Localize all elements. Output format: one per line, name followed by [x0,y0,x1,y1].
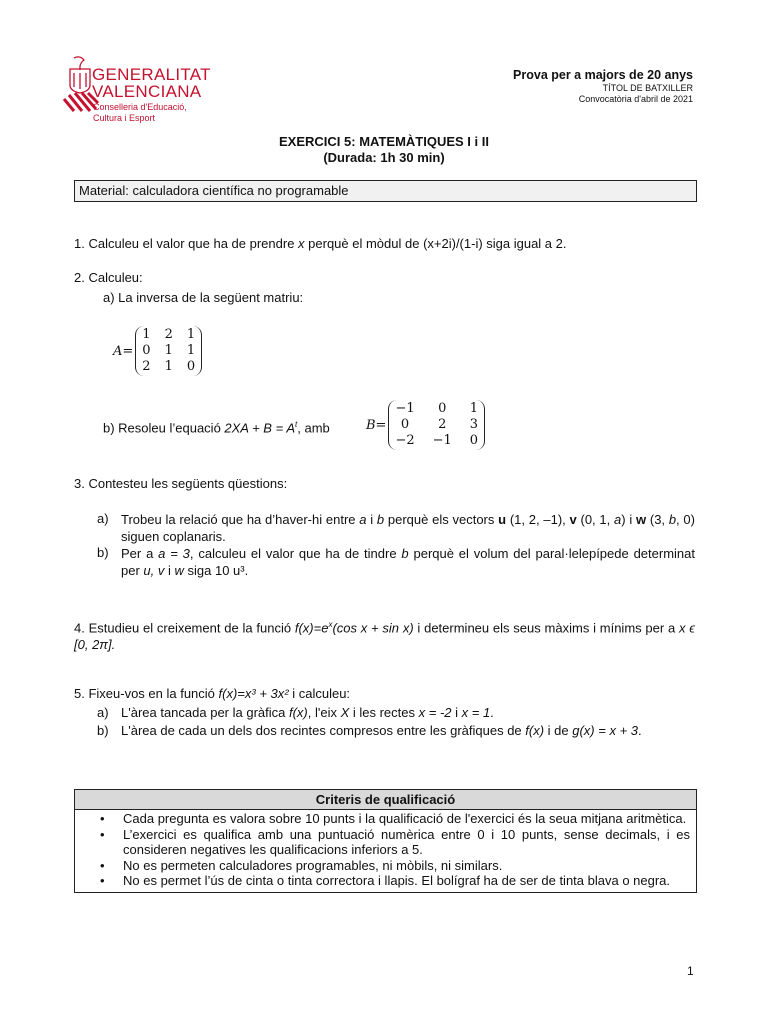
question-3a [121,511,695,545]
matrix-b [366,400,485,450]
page-number: 1 [687,964,694,978]
q2b-text2: , amb [297,420,330,436]
matrix-cell: 0 [400,417,410,432]
matrix-cell: 2 [438,417,447,432]
q3b-t4: i [164,563,175,578]
exam-call: Convocatòria d'abril de 2021 [578,94,693,104]
criteria-item [100,811,690,827]
logo-line1: GENERALITAT [92,65,211,84]
q5b-t3: . [638,723,642,738]
q5a-X: X [340,705,350,720]
grading-criteria-box [74,789,697,893]
q4-func2: (cos x + sin x) [332,620,414,636]
bullet-icon: • [100,826,105,842]
q5a-letter: a) [97,705,109,720]
logo-line2: VALENCIANA [92,82,202,101]
matrix-cell: −1 [432,433,452,448]
matrix-cell: 1 [142,327,151,342]
q5a-r1: x = -2 [418,705,452,720]
logo-sub1: Conselleria d'Educació, [93,102,187,112]
q3a-vec-w: w [636,512,647,527]
q5a-f: f(x) [288,705,308,720]
bullet-icon: • [100,857,105,873]
question-4 [74,616,695,653]
criteria-text: No es permeten calculadores programables, ni mòbils, ni similars. [123,857,503,873]
exam-name: Prova per a majors de 20 anys [513,68,693,82]
matrix-cell: 2 [142,359,151,374]
bullet-icon: • [100,873,105,888]
q5a-t3: i les rectes [349,705,419,720]
q5b-f: f(x) [525,723,545,738]
q4-t2: i determineu els seus màxims i mínims per a [413,620,679,636]
q1-text: 1. Calculeu el valor que ha de prendre [74,236,299,251]
matrix-a-body [135,326,202,376]
q3b-var-b: b [401,546,409,561]
q3b-t1: Per a [121,546,159,561]
question-3-intro: 3. Contesteu les següents qüestions: [74,476,288,491]
q3a-t2: i [366,512,377,527]
question-1 [74,236,567,251]
criteria-item [100,826,690,858]
q5-t2: i calculeu: [288,686,351,701]
q3a-vec-v: v [569,512,577,527]
grading-criteria-list [75,810,696,892]
matrix-cell: 0 [469,433,479,448]
q2b-text: b) Resoleu l’equació [103,420,225,436]
matrix-cell: −1 [395,401,415,416]
q5-t1: 5. Fixeu-vos en la funció [74,686,219,701]
matrix-cell: 0 [142,343,151,358]
q5-func: f(x)=x³ + 3x² [218,686,289,701]
exam-title: TÍTOL DE BATXILLER [602,83,693,93]
q3a-t4: (1, 2, –1), [506,512,570,527]
bullet-icon: • [100,811,105,826]
question-5b [121,723,642,738]
exercise-title: EXERCICI 5: MATEMÀTIQUES I i II [279,134,489,149]
matrix-cell: 1 [164,343,173,358]
criteria-text: L’exercici es qualifica amb una puntuació numèrica entre 0 i 10 punts, sense decimals, i es consideren negatives les qualificacions inferiors a 5. [123,826,690,857]
q3a-vec-u: u [498,512,507,527]
q5b-g: g(x) = x + 3 [572,723,638,738]
q5b-t1: L'àrea de cada un dels dos recintes compresos entre les gràfiques de [121,723,526,738]
q1-text2: perquè el mòdul de (x+2i)/(1-i) siga igual a 2. [304,236,567,251]
q3b-eq: a = 3 [158,546,190,561]
q5b-t2: i de [544,723,573,738]
exercise-duration: (Durada: 1h 30 min) [323,150,445,165]
q3a-t3: perquè els vectors [384,512,499,527]
q3b-w: w [174,563,184,578]
criteria-item [100,873,690,889]
q4-exp: x [328,620,333,629]
q4-func: f(x)=e [294,620,329,636]
q3b-uv: u, v [143,563,165,578]
q5a-r2: x = 1 [461,705,491,720]
grading-criteria-title: Criteris de qualificació [75,790,696,810]
question-2-intro: 2. Calculeu: [74,270,143,285]
matrix-b-label: B= [366,417,387,433]
criteria-text: No es permet l’ús de cinta o tinta correctora i llapis. El bolígraf ha de ser de tinta blava o negra. [123,873,671,888]
q3b-t3: perquè el volum del paral·lelepípede determinat per [121,546,695,578]
matrix-cell: 1 [469,401,479,416]
q3a-t7: (3, [646,512,669,527]
matrix-cell: 0 [438,401,447,416]
matrix-cell: 1 [186,343,196,358]
q3a-letter: a) [97,511,109,526]
criteria-item [100,857,690,874]
q4-t1: 4. Estudieu el creixement de la funció [74,620,295,636]
matrix-cell: 1 [164,359,173,374]
q3b-letter: b) [97,545,109,560]
material-box: Material: calculadora científica no programable [74,180,697,202]
question-5-intro [74,686,350,701]
matrix-cell: 0 [186,359,196,374]
q5a-t2: , l'eix [307,705,341,720]
criteria-text: Cada pregunta es valora sobre 10 punts i la qualificació de l'exercici és la seua mitjana aritmètica. [123,811,687,826]
matrix-cell: 2 [164,327,173,342]
q5a-t5: . [490,705,494,720]
q5a-t1: L'àrea tancada per la gràfica [121,705,289,720]
question-2b [103,420,330,435]
q3a-t1: Trobeu la relació que ha d’haver-hi entre [121,512,360,527]
q3b-t2: , calculeu el valor que ha de tindre [189,546,402,561]
q3a-var-b: b [376,512,385,527]
matrix-cell: −2 [395,433,415,448]
q2b-transpose: t [295,420,298,429]
q1-var: x [298,236,305,251]
question-5a [121,705,494,720]
q3b-t5: siga 10 u³. [183,563,249,578]
question-2a: a) La inversa de la següent matriu: [103,290,304,305]
matrix-cell: 3 [469,417,479,432]
q5a-t4: i [451,705,462,720]
q3a-t5: (0, 1, [576,512,615,527]
q2b-equation: 2XA + B = A [224,420,295,436]
q3a-var-b2: b [668,512,677,527]
matrix-a [113,326,202,376]
q3a-var-a2: a [614,512,622,527]
q5b-letter: b) [97,723,109,738]
matrix-cell: 1 [186,327,196,342]
question-3b [121,545,695,579]
matrix-b-body [388,400,485,450]
matrix-a-label: A= [113,343,134,359]
q4-domain: x ϵ [0, 2π]. [74,620,696,653]
q3a-t6: ) i [621,512,636,527]
q3a-t8: , 0) siguen coplanaris. [121,512,695,544]
logo-sub2: Cultura i Esport [93,113,156,123]
q3a-var-a: a [359,512,367,527]
